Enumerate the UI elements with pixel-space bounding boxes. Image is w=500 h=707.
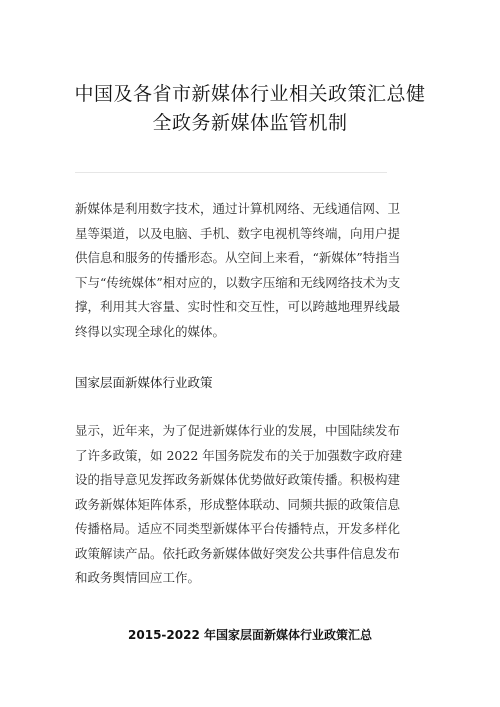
paragraph-line: 新媒体是利用数字技术，通过计算机网络、无线通信网、卫 <box>75 201 401 216</box>
paragraph-line: 供信息和服务的传播形态。从空间上来看，“新媒体”特指当 <box>75 250 401 265</box>
paragraph-line: 终得以实现全球化的媒体。 <box>75 323 226 339</box>
title-divider <box>75 172 387 173</box>
paragraph-line: 星等渠道，以及电脑、手机、数字电视机等终端，向用户提 <box>75 225 401 241</box>
paragraph-line: 撑，利用其大容量、实时性和交互性，可以跨越地理界线最 <box>75 299 401 314</box>
policy-paragraph <box>75 419 403 591</box>
intro-paragraph <box>75 197 401 344</box>
title-line: 中国及各省市新媒体行业相关政策汇总健 <box>74 83 426 105</box>
paragraph-line: 政策解读产品。依托政务新媒体做好突发公共事件信息发布 <box>75 545 401 561</box>
section-heading: 国家层面新媒体行业政策 <box>75 375 213 390</box>
document-title <box>60 80 440 138</box>
paragraph-line: 设的指导意见发挥政务新媒体优势做好政策传播。积极构建 <box>75 472 401 487</box>
paragraph-line: 了许多政策，如 2022 年国务院发布的关于加强数字政府建 <box>75 447 403 463</box>
paragraph-line: 传播格局。适应不同类型新媒体平台传播特点，开发多样化 <box>75 521 401 536</box>
paragraph-line: 政务新媒体矩阵体系，形成整体联动、同频共振的政策信息 <box>75 496 401 512</box>
table-caption: 2015-2022 年国家层面新媒体行业政策汇总 <box>128 628 372 642</box>
paragraph-line: 和政务舆情回应工作。 <box>75 570 201 585</box>
paragraph-line: 下与“传统媒体”相对应的，以数字压缩和无线网络技术为支 <box>75 274 401 290</box>
paragraph-line: 显示，近年来，为了促进新媒体行业的发展，中国陆续发布 <box>75 423 401 438</box>
title-line: 全政务新媒体监管机制 <box>152 112 348 134</box>
